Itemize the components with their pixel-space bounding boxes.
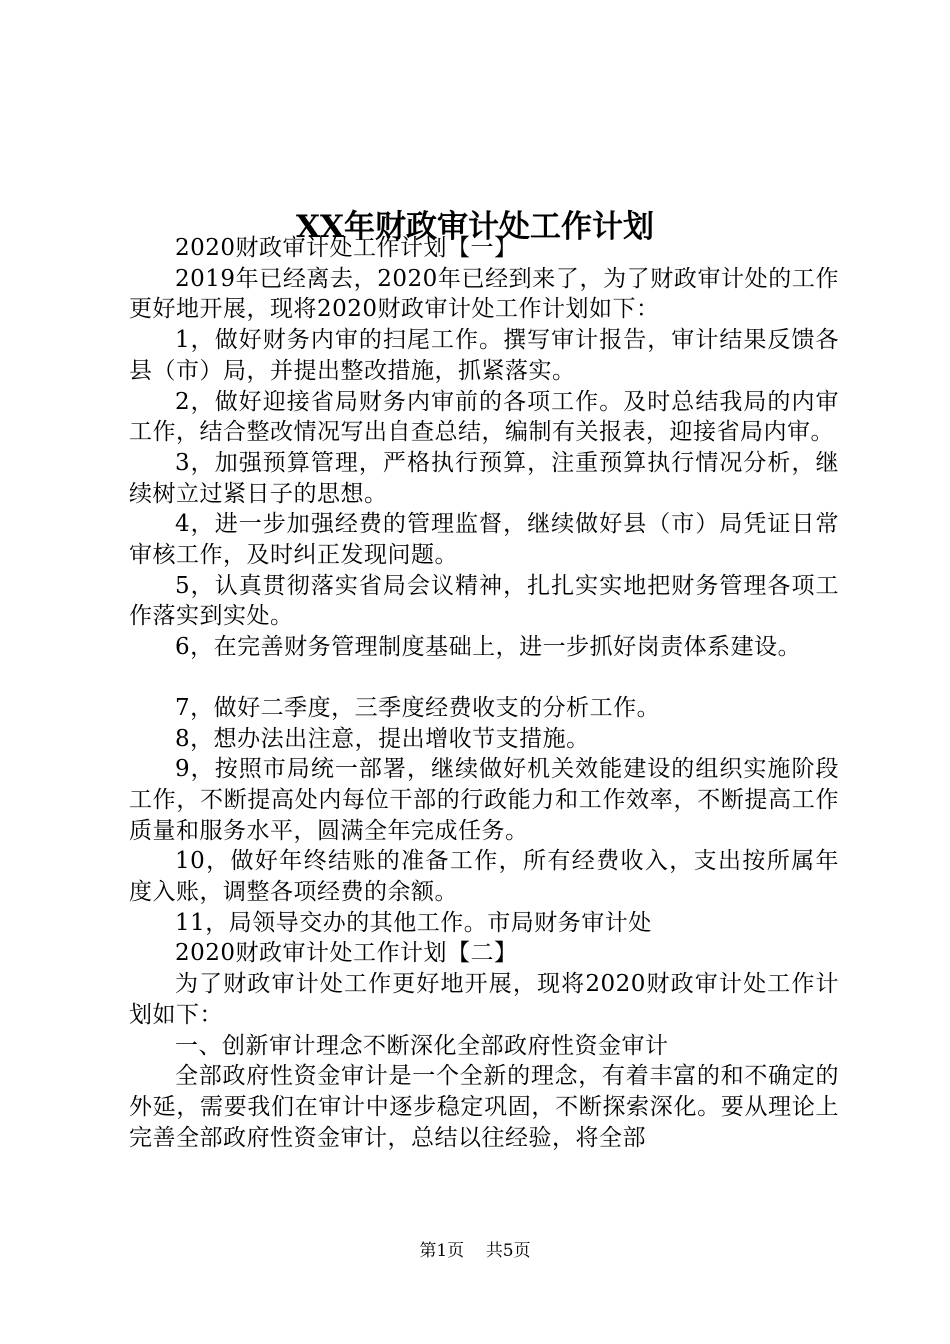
paragraph: 11，局领导交办的其他工作。市局财务审计处 (175, 909, 652, 936)
paragraph: 8，想办法出注意，提出增收节支措施。 (175, 725, 590, 752)
paragraph: 9，按照市局统一部署，继续做好机关效能建设的组织实施阶段工作，不断提高处内每位干部的行政能力和工作效率，不断提高工作质量和服务水平，圆满全年完成任务。 (129, 756, 839, 844)
section-heading: 一、创新审计理念不断深化全部政府性资金审计 (175, 1032, 669, 1059)
paragraph: 1，做好财务内审的扫尾工作。撰写审计报告，审计结果反馈各县（市）局，并提出整改措施，抓紧落实。 (129, 327, 839, 384)
document-body (129, 233, 839, 1153)
page-footer (0, 1240, 950, 1262)
paragraph: 10，做好年终结账的准备工作，所有经费收入，支出按所属年度入账，调整各项经费的余额。 (129, 848, 839, 906)
page-number: 第1页 (419, 1241, 465, 1261)
paragraph: 3，加强预算管理，严格执行预算，注重预算执行情况分析，继续树立过紧日子的思想。 (129, 449, 839, 507)
paragraph: 2020财政审计处工作计划【一】 (175, 235, 518, 261)
paragraph: 全部政府性资金审计是一个全新的理念，有着丰富的和不确定的外延，需要我们在审计中逐步稳定巩固，不断探索深化。要从理论上完善全部政府性资金审计，总结以往经验，将全部 (129, 1063, 839, 1151)
paragraph: 2020财政审计处工作计划【二】 (175, 940, 518, 967)
page-spacer (470, 1240, 481, 1262)
paragraph: 6，在完善财务管理制度基础上，进一步抓好岗责体系建设。 (175, 634, 802, 661)
paragraph: 2，做好迎接省局财务内审前的各项工作。及时总结我局的内审工作，结合整改情况写出自查总结，编制有关报表，迎接省局内审。 (129, 388, 839, 446)
paragraph: 7，做好二季度，三季度经费收支的分析工作。 (175, 694, 661, 721)
paragraph: 5，认真贯彻落实省局会议精神，扎扎实实地把财务管理各项工作落实到实处。 (129, 572, 839, 630)
paragraph: 4，进一步加强经费的管理监督，继续做好县（市）局凭证日常审核工作，及时纠正发现问题。 (129, 511, 839, 569)
paragraph: 为了财政审计处工作更好地开展，现将2020财政审计处工作计划如下： (129, 971, 839, 1028)
page-total: 共5页 (485, 1241, 531, 1261)
paragraph: 2019年已经离去，2020年已经到来了，为了财政审计处的工作更好地开展，现将2020财政审计处工作计划如下： (129, 265, 839, 323)
document-title: XX年财政审计处工作计划 (295, 208, 655, 245)
